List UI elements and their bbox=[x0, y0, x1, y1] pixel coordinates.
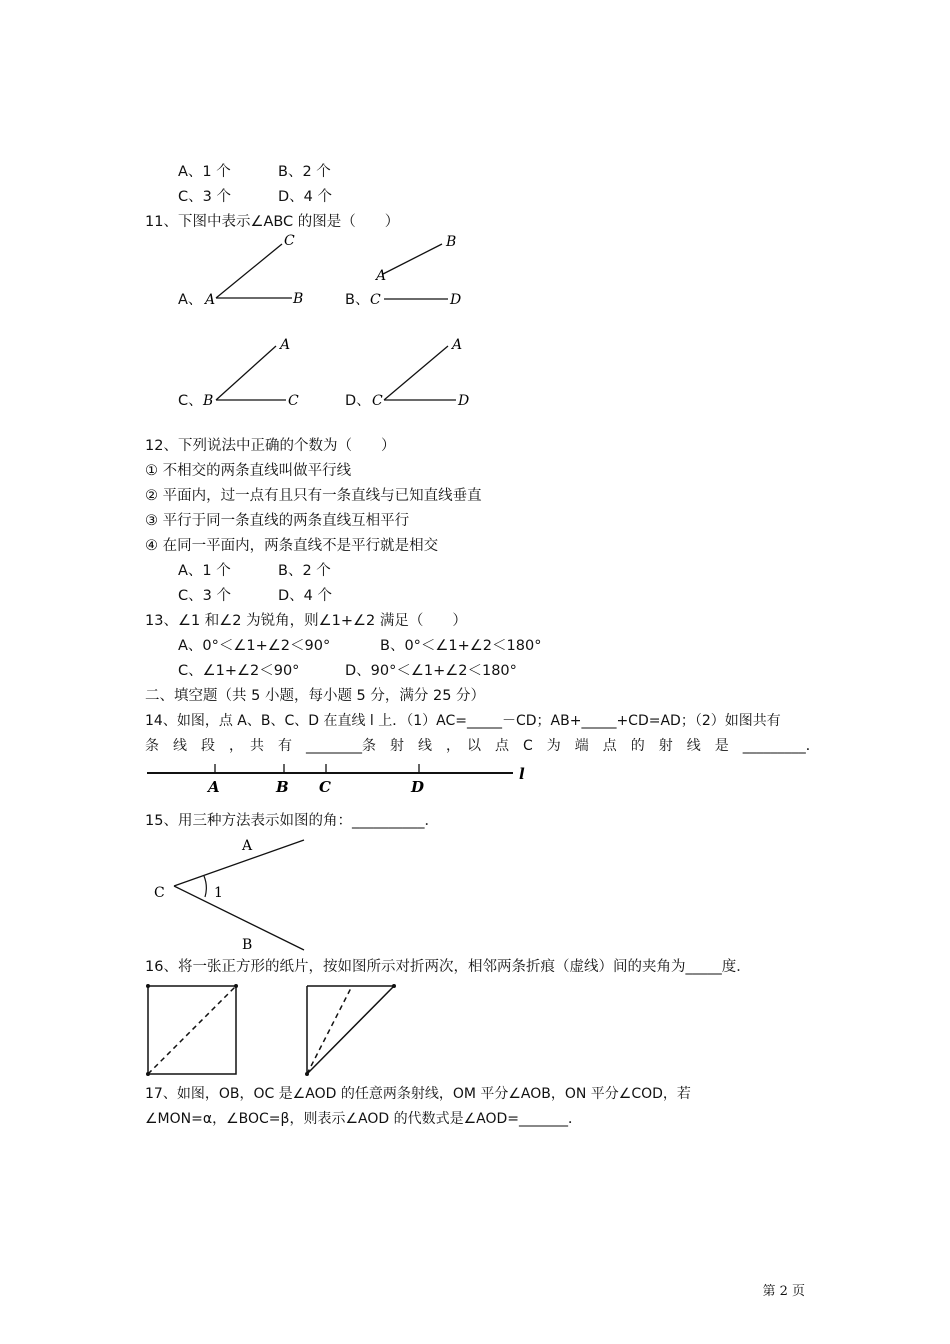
q10-option-d: D、4 个 bbox=[278, 189, 332, 205]
q14-line-2: 条 线 段 ， 共 有 ________条 射 线 ， 以 点 C 为 端 点 的 射 线 是 _________． bbox=[145, 738, 820, 754]
q14-point-b: B bbox=[276, 778, 289, 796]
q11-fig-c-prefix: C、 bbox=[178, 393, 203, 409]
q12-stem: 12、下列说法中正确的个数为（ ） bbox=[145, 438, 396, 454]
q14-point-c: C bbox=[319, 778, 331, 796]
q11-figure-a bbox=[200, 232, 320, 312]
q15-label-a: A bbox=[242, 838, 253, 854]
q16-folded-figure bbox=[300, 980, 400, 1080]
q14-line-label: l bbox=[519, 765, 525, 783]
q11a-label-c: C bbox=[284, 233, 295, 249]
q13-option-c: C、∠1+∠2＜90° bbox=[178, 663, 300, 679]
q14-line-1: 14、如图，点 A、B、C、D 在直线 l 上．（1）AC=_____－CD；AB+_____+CD=AD；（2）如图共有 bbox=[145, 713, 781, 729]
q15-label-c: C bbox=[154, 885, 165, 901]
q10-option-b: B、2 个 bbox=[278, 164, 331, 180]
q11d-label-d: D bbox=[458, 393, 470, 409]
q11a-label-b: B bbox=[293, 291, 304, 307]
q14-point-d: D bbox=[411, 778, 425, 796]
q12-option-d: D、4 个 bbox=[278, 588, 332, 604]
q11-fig-b-prefix: B、 bbox=[345, 292, 370, 308]
q14-line-figure bbox=[145, 757, 535, 797]
q11b-label-c: C bbox=[370, 292, 381, 308]
q11c-label-a: A bbox=[280, 337, 291, 353]
q12-item-2: ② 平面内，过一点有且只有一条直线与已知直线垂直 bbox=[145, 488, 482, 504]
q13-option-d: D、90°＜∠1+∠2＜180° bbox=[345, 663, 517, 679]
q12-option-a: A、1 个 bbox=[178, 563, 231, 579]
section-2-heading: 二、填空题（共 5 小题，每小题 5 分，满分 25 分） bbox=[145, 688, 486, 704]
q10-option-a: A、1 个 bbox=[178, 164, 231, 180]
q11a-label-a: A bbox=[205, 292, 216, 308]
q11-figure-c bbox=[200, 332, 320, 412]
q17-line-1: 17、如图，OB，OC 是∠AOD 的任意两条射线，OM 平分∠AOB，ON 平分∠COD，若 bbox=[145, 1086, 691, 1102]
page-number: 第 2 页 bbox=[762, 1284, 805, 1299]
q14-point-a: A bbox=[208, 778, 220, 796]
q17-line-2: ∠MON=α，∠BOC=β，则表示∠AOD 的代数式是∠AOD=_______． bbox=[145, 1111, 582, 1127]
q15-label-1: 1 bbox=[214, 885, 223, 901]
q15-stem: 15、用三种方法表示如图的角：__________． bbox=[145, 813, 439, 829]
q11d-label-a: A bbox=[452, 337, 463, 353]
q11-figure-b bbox=[368, 232, 478, 312]
q12-option-c: C、3 个 bbox=[178, 588, 231, 604]
q16-square-figure bbox=[142, 980, 242, 1080]
q11-figure-d bbox=[368, 332, 488, 412]
q13-stem: 13、∠1 和∠2 为锐角，则∠1+∠2 满足（ ） bbox=[145, 613, 467, 629]
q11c-label-c: C bbox=[288, 393, 299, 409]
q11d-label-c: C bbox=[372, 393, 383, 409]
q11b-label-b: B bbox=[446, 234, 457, 250]
q11b-label-d: D bbox=[450, 292, 462, 308]
q12-item-4: ④ 在同一平面内，两条直线不是平行就是相交 bbox=[145, 538, 439, 554]
q12-option-b: B、2 个 bbox=[278, 563, 331, 579]
q11-stem: 11、下图中表示∠ABC 的图是（ ） bbox=[145, 214, 400, 230]
q11-fig-a-prefix: A、 bbox=[178, 292, 203, 308]
q12-item-1: ① 不相交的两条直线叫做平行线 bbox=[145, 463, 352, 479]
q12-item-3: ③ 平行于同一条直线的两条直线互相平行 bbox=[145, 513, 410, 529]
q13-option-a: A、0°＜∠1+∠2＜90° bbox=[178, 638, 331, 654]
q15-label-b: B bbox=[242, 937, 253, 953]
q13-option-b: B、0°＜∠1+∠2＜180° bbox=[380, 638, 542, 654]
q10-option-c: C、3 个 bbox=[178, 189, 231, 205]
q11-fig-d-prefix: D、 bbox=[345, 393, 371, 409]
q16-stem: 16、将一张正方形的纸片，按如图所示对折两次，相邻两条折痕（虚线）间的夹角为_____度． bbox=[145, 959, 751, 975]
q11c-label-b: B bbox=[203, 393, 214, 409]
q11b-label-a: A bbox=[376, 268, 387, 284]
q15-angle-figure bbox=[148, 834, 313, 954]
